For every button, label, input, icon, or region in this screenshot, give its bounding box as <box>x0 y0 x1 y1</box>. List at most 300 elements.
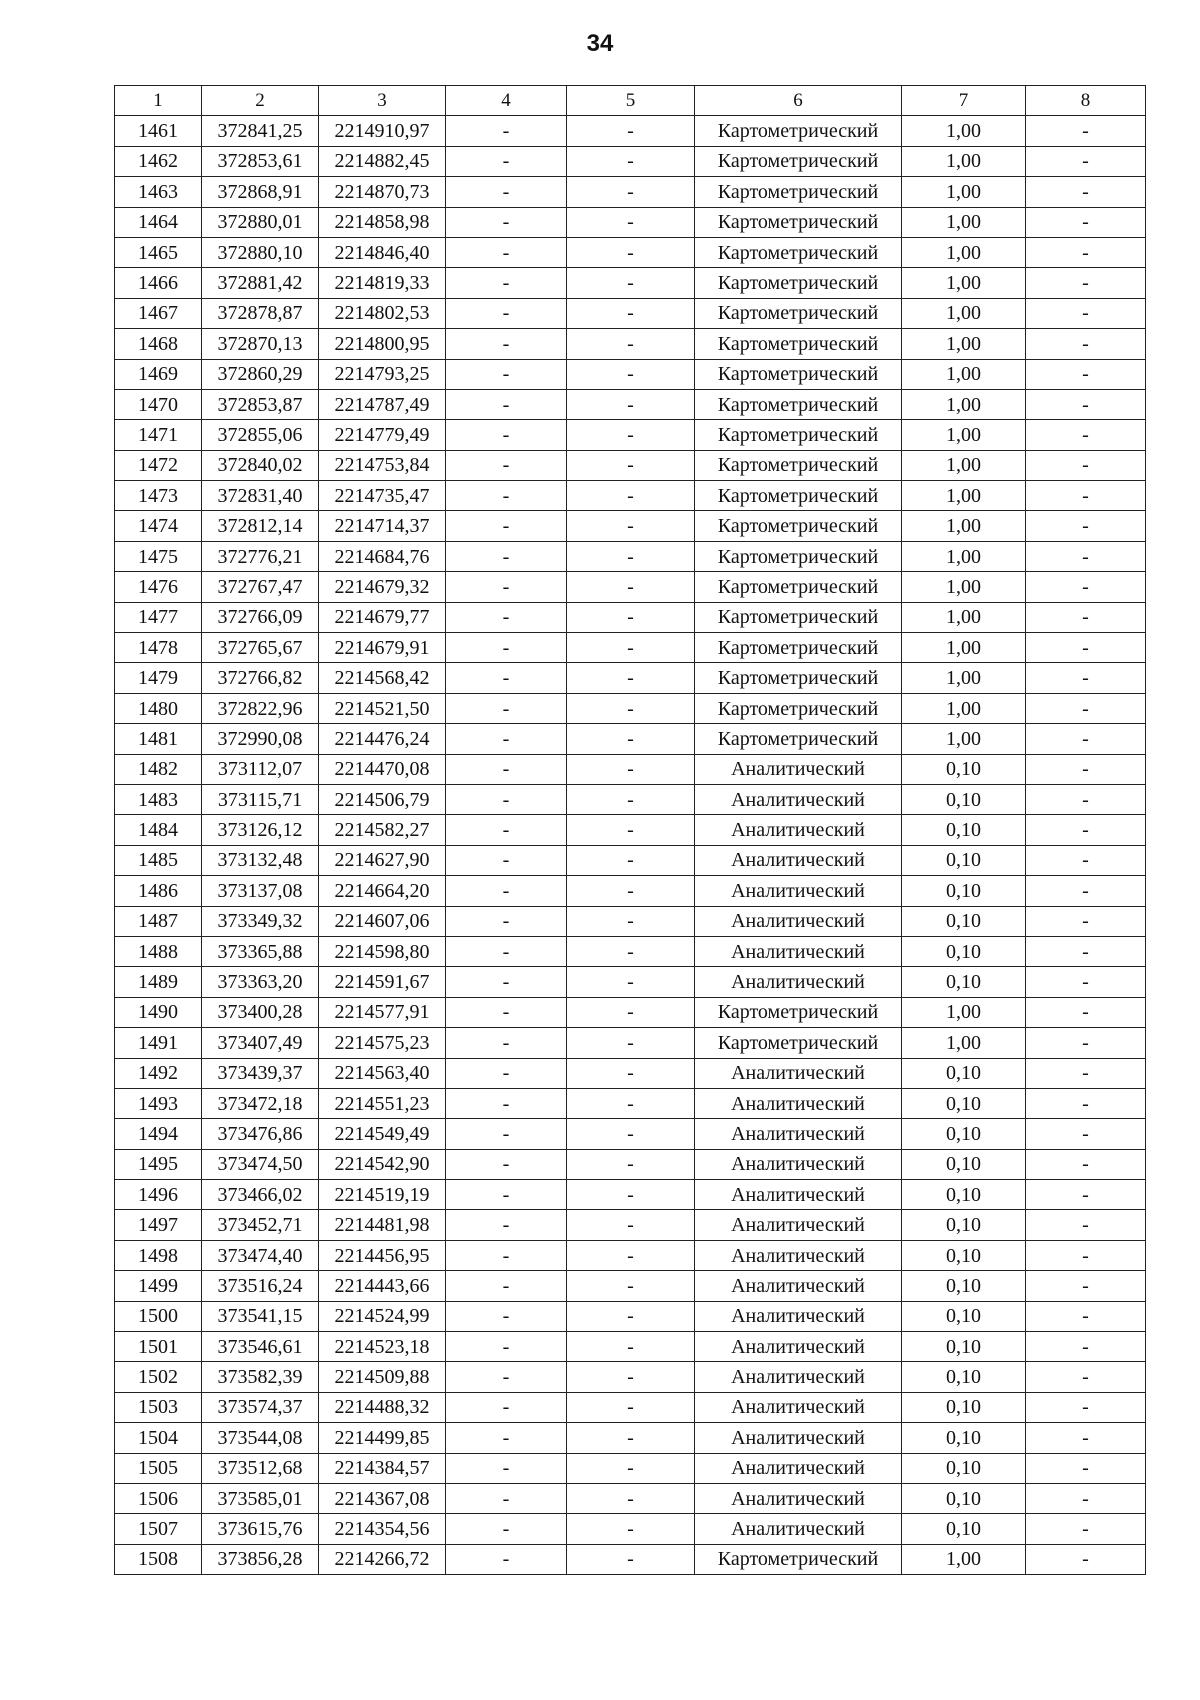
col8-cell: - <box>1026 784 1146 814</box>
y-coordinate-cell: 2214456,95 <box>319 1240 446 1270</box>
col5-cell: - <box>567 1028 695 1058</box>
accuracy-cell: 0,10 <box>902 1301 1026 1331</box>
col4-cell: - <box>446 359 567 389</box>
col8-cell: - <box>1026 876 1146 906</box>
col4-cell: - <box>446 511 567 541</box>
table-row <box>115 724 1146 754</box>
point-number-cell: 1488 <box>115 936 202 966</box>
y-coordinate-cell: 2214735,47 <box>319 481 446 511</box>
col8-cell: - <box>1026 298 1146 328</box>
accuracy-cell: 1,00 <box>902 602 1026 632</box>
col5-cell: - <box>567 602 695 632</box>
y-coordinate-cell: 2214779,49 <box>319 420 446 450</box>
col5-cell: - <box>567 1301 695 1331</box>
col4-cell: - <box>446 1544 567 1574</box>
col8-cell: - <box>1026 663 1146 693</box>
column-header: 3 <box>319 86 446 116</box>
accuracy-cell: 1,00 <box>902 997 1026 1027</box>
point-number-cell: 1469 <box>115 359 202 389</box>
col4-cell: - <box>446 1362 567 1392</box>
col5-cell: - <box>567 1180 695 1210</box>
x-coordinate-cell: 373582,39 <box>202 1362 319 1392</box>
x-coordinate-cell: 372776,21 <box>202 541 319 571</box>
col4-cell: - <box>446 541 567 571</box>
col4-cell: - <box>446 1453 567 1483</box>
point-number-cell: 1508 <box>115 1544 202 1574</box>
col5-cell: - <box>567 481 695 511</box>
col8-cell: - <box>1026 845 1146 875</box>
y-coordinate-cell: 2214679,77 <box>319 602 446 632</box>
method-cell: Аналитический <box>695 1423 902 1453</box>
method-cell: Картометрический <box>695 633 902 663</box>
col8-cell: - <box>1026 541 1146 571</box>
col5-cell: - <box>567 1210 695 1240</box>
col8-cell: - <box>1026 389 1146 419</box>
y-coordinate-cell: 2214575,23 <box>319 1028 446 1058</box>
accuracy-cell: 0,10 <box>902 815 1026 845</box>
col4-cell: - <box>446 1240 567 1270</box>
col5-cell: - <box>567 693 695 723</box>
col5-cell: - <box>567 450 695 480</box>
point-number-cell: 1486 <box>115 876 202 906</box>
y-coordinate-cell: 2214523,18 <box>319 1332 446 1362</box>
col8-cell: - <box>1026 237 1146 267</box>
col8-cell: - <box>1026 997 1146 1027</box>
table-row <box>115 784 1146 814</box>
column-header: 5 <box>567 86 695 116</box>
table-row <box>115 815 1146 845</box>
accuracy-cell: 0,10 <box>902 1210 1026 1240</box>
column-header: 4 <box>446 86 567 116</box>
x-coordinate-cell: 373132,48 <box>202 845 319 875</box>
y-coordinate-cell: 2214470,08 <box>319 754 446 784</box>
point-number-cell: 1493 <box>115 1088 202 1118</box>
col5-cell: - <box>567 724 695 754</box>
col4-cell: - <box>446 389 567 419</box>
point-number-cell: 1474 <box>115 511 202 541</box>
x-coordinate-cell: 373115,71 <box>202 784 319 814</box>
col4-cell: - <box>446 450 567 480</box>
col4-cell: - <box>446 1483 567 1513</box>
method-cell: Картометрический <box>695 724 902 754</box>
method-cell: Картометрический <box>695 450 902 480</box>
y-coordinate-cell: 2214509,88 <box>319 1362 446 1392</box>
col8-cell: - <box>1026 602 1146 632</box>
table-row <box>115 1028 1146 1058</box>
col5-cell: - <box>567 1362 695 1392</box>
col8-cell: - <box>1026 1210 1146 1240</box>
accuracy-cell: 1,00 <box>902 1544 1026 1574</box>
col4-cell: - <box>446 815 567 845</box>
table-row <box>115 906 1146 936</box>
accuracy-cell: 0,10 <box>902 936 1026 966</box>
point-number-cell: 1482 <box>115 754 202 784</box>
col4-cell: - <box>446 967 567 997</box>
col4-cell: - <box>446 1271 567 1301</box>
point-number-cell: 1497 <box>115 1210 202 1240</box>
col4-cell: - <box>446 1514 567 1544</box>
accuracy-cell: 1,00 <box>902 420 1026 450</box>
col8-cell: - <box>1026 177 1146 207</box>
accuracy-cell: 0,10 <box>902 1362 1026 1392</box>
x-coordinate-cell: 372812,14 <box>202 511 319 541</box>
table-row <box>115 1362 1146 1392</box>
accuracy-cell: 1,00 <box>902 663 1026 693</box>
x-coordinate-cell: 372878,87 <box>202 298 319 328</box>
col4-cell: - <box>446 237 567 267</box>
col5-cell: - <box>567 663 695 693</box>
point-number-cell: 1475 <box>115 541 202 571</box>
x-coordinate-cell: 372853,87 <box>202 389 319 419</box>
column-header: 8 <box>1026 86 1146 116</box>
point-number-cell: 1502 <box>115 1362 202 1392</box>
y-coordinate-cell: 2214499,85 <box>319 1423 446 1453</box>
y-coordinate-cell: 2214443,66 <box>319 1271 446 1301</box>
col8-cell: - <box>1026 268 1146 298</box>
method-cell: Аналитический <box>695 1301 902 1331</box>
table-row <box>115 1271 1146 1301</box>
table-row <box>115 481 1146 511</box>
y-coordinate-cell: 2214519,19 <box>319 1180 446 1210</box>
table-row <box>115 1119 1146 1149</box>
col8-cell: - <box>1026 481 1146 511</box>
col4-cell: - <box>446 633 567 663</box>
col5-cell: - <box>567 1544 695 1574</box>
col4-cell: - <box>446 997 567 1027</box>
method-cell: Аналитический <box>695 1362 902 1392</box>
x-coordinate-cell: 373474,40 <box>202 1240 319 1270</box>
table-row <box>115 146 1146 176</box>
method-cell: Картометрический <box>695 693 902 723</box>
y-coordinate-cell: 2214627,90 <box>319 845 446 875</box>
accuracy-cell: 1,00 <box>902 146 1026 176</box>
method-cell: Картометрический <box>695 420 902 450</box>
point-number-cell: 1464 <box>115 207 202 237</box>
col4-cell: - <box>446 1149 567 1179</box>
col8-cell: - <box>1026 1423 1146 1453</box>
y-coordinate-cell: 2214910,97 <box>319 116 446 146</box>
table-row <box>115 693 1146 723</box>
accuracy-cell: 0,10 <box>902 876 1026 906</box>
col5-cell: - <box>567 116 695 146</box>
x-coordinate-cell: 373472,18 <box>202 1088 319 1118</box>
point-number-cell: 1504 <box>115 1423 202 1453</box>
col8-cell: - <box>1026 329 1146 359</box>
table-row <box>115 389 1146 419</box>
table-row <box>115 420 1146 450</box>
method-cell: Аналитический <box>695 815 902 845</box>
table-row <box>115 1453 1146 1483</box>
col4-cell: - <box>446 1210 567 1240</box>
point-number-cell: 1479 <box>115 663 202 693</box>
x-coordinate-cell: 372855,06 <box>202 420 319 450</box>
y-coordinate-cell: 2214577,91 <box>319 997 446 1027</box>
method-cell: Картометрический <box>695 237 902 267</box>
coordinates-table <box>114 85 1146 1575</box>
method-cell: Аналитический <box>695 1210 902 1240</box>
y-coordinate-cell: 2214481,98 <box>319 1210 446 1240</box>
accuracy-cell: 1,00 <box>902 450 1026 480</box>
col4-cell: - <box>446 1058 567 1088</box>
x-coordinate-cell: 372990,08 <box>202 724 319 754</box>
x-coordinate-cell: 373439,37 <box>202 1058 319 1088</box>
accuracy-cell: 0,10 <box>902 754 1026 784</box>
col8-cell: - <box>1026 116 1146 146</box>
y-coordinate-cell: 2214367,08 <box>319 1483 446 1513</box>
x-coordinate-cell: 373363,20 <box>202 967 319 997</box>
y-coordinate-cell: 2214679,91 <box>319 633 446 663</box>
table-row <box>115 845 1146 875</box>
point-number-cell: 1496 <box>115 1180 202 1210</box>
col4-cell: - <box>446 602 567 632</box>
x-coordinate-cell: 373474,50 <box>202 1149 319 1179</box>
col8-cell: - <box>1026 967 1146 997</box>
accuracy-cell: 1,00 <box>902 572 1026 602</box>
point-number-cell: 1490 <box>115 997 202 1027</box>
col5-cell: - <box>567 1088 695 1118</box>
point-number-cell: 1495 <box>115 1149 202 1179</box>
table-row <box>115 1544 1146 1574</box>
accuracy-cell: 0,10 <box>902 1332 1026 1362</box>
method-cell: Аналитический <box>695 784 902 814</box>
col5-cell: - <box>567 146 695 176</box>
y-coordinate-cell: 2214598,80 <box>319 936 446 966</box>
method-cell: Картометрический <box>695 116 902 146</box>
x-coordinate-cell: 372881,42 <box>202 268 319 298</box>
table-row <box>115 967 1146 997</box>
table-row <box>115 572 1146 602</box>
col5-cell: - <box>567 177 695 207</box>
table-header-row <box>115 86 1146 116</box>
x-coordinate-cell: 372765,67 <box>202 633 319 663</box>
point-number-cell: 1498 <box>115 1240 202 1270</box>
accuracy-cell: 1,00 <box>902 541 1026 571</box>
accuracy-cell: 0,10 <box>902 784 1026 814</box>
accuracy-cell: 1,00 <box>902 268 1026 298</box>
y-coordinate-cell: 2214476,24 <box>319 724 446 754</box>
col4-cell: - <box>446 1028 567 1058</box>
column-header: 1 <box>115 86 202 116</box>
col8-cell: - <box>1026 511 1146 541</box>
point-number-cell: 1463 <box>115 177 202 207</box>
accuracy-cell: 1,00 <box>902 177 1026 207</box>
accuracy-cell: 1,00 <box>902 481 1026 511</box>
x-coordinate-cell: 373585,01 <box>202 1483 319 1513</box>
x-coordinate-cell: 373476,86 <box>202 1119 319 1149</box>
table-row <box>115 329 1146 359</box>
point-number-cell: 1492 <box>115 1058 202 1088</box>
col4-cell: - <box>446 663 567 693</box>
col8-cell: - <box>1026 1271 1146 1301</box>
point-number-cell: 1506 <box>115 1483 202 1513</box>
accuracy-cell: 1,00 <box>902 633 1026 663</box>
col8-cell: - <box>1026 1362 1146 1392</box>
method-cell: Аналитический <box>695 1149 902 1179</box>
table-row <box>115 663 1146 693</box>
col8-cell: - <box>1026 633 1146 663</box>
table-row <box>115 1483 1146 1513</box>
point-number-cell: 1461 <box>115 116 202 146</box>
accuracy-cell: 1,00 <box>902 116 1026 146</box>
y-coordinate-cell: 2214521,50 <box>319 693 446 723</box>
y-coordinate-cell: 2214664,20 <box>319 876 446 906</box>
point-number-cell: 1466 <box>115 268 202 298</box>
x-coordinate-cell: 373546,61 <box>202 1332 319 1362</box>
method-cell: Аналитический <box>695 1088 902 1118</box>
method-cell: Картометрический <box>695 268 902 298</box>
method-cell: Аналитический <box>695 906 902 936</box>
col5-cell: - <box>567 1423 695 1453</box>
table-row <box>115 1301 1146 1331</box>
col5-cell: - <box>567 1514 695 1544</box>
table-row <box>115 298 1146 328</box>
col5-cell: - <box>567 572 695 602</box>
method-cell: Картометрический <box>695 389 902 419</box>
x-coordinate-cell: 373544,08 <box>202 1423 319 1453</box>
col8-cell: - <box>1026 207 1146 237</box>
method-cell: Картометрический <box>695 663 902 693</box>
accuracy-cell: 0,10 <box>902 1180 1026 1210</box>
method-cell: Аналитический <box>695 876 902 906</box>
col4-cell: - <box>446 1332 567 1362</box>
col8-cell: - <box>1026 146 1146 176</box>
method-cell: Аналитический <box>695 1180 902 1210</box>
col5-cell: - <box>567 876 695 906</box>
method-cell: Аналитический <box>695 845 902 875</box>
col5-cell: - <box>567 389 695 419</box>
accuracy-cell: 0,10 <box>902 1483 1026 1513</box>
x-coordinate-cell: 373615,76 <box>202 1514 319 1544</box>
y-coordinate-cell: 2214524,99 <box>319 1301 446 1331</box>
y-coordinate-cell: 2214568,42 <box>319 663 446 693</box>
col5-cell: - <box>567 1149 695 1179</box>
table-row <box>115 1149 1146 1179</box>
x-coordinate-cell: 373541,15 <box>202 1301 319 1331</box>
y-coordinate-cell: 2214591,67 <box>319 967 446 997</box>
table-row <box>115 1423 1146 1453</box>
table-row <box>115 997 1146 1027</box>
x-coordinate-cell: 372767,47 <box>202 572 319 602</box>
x-coordinate-cell: 373365,88 <box>202 936 319 966</box>
x-coordinate-cell: 372860,29 <box>202 359 319 389</box>
col8-cell: - <box>1026 1514 1146 1544</box>
method-cell: Аналитический <box>695 1483 902 1513</box>
y-coordinate-cell: 2214679,32 <box>319 572 446 602</box>
col5-cell: - <box>567 329 695 359</box>
method-cell: Картометрический <box>695 511 902 541</box>
y-coordinate-cell: 2214882,45 <box>319 146 446 176</box>
col5-cell: - <box>567 511 695 541</box>
col4-cell: - <box>446 754 567 784</box>
x-coordinate-cell: 372853,61 <box>202 146 319 176</box>
col8-cell: - <box>1026 1028 1146 1058</box>
method-cell: Аналитический <box>695 1392 902 1422</box>
col5-cell: - <box>567 207 695 237</box>
table-row <box>115 1514 1146 1544</box>
x-coordinate-cell: 373137,08 <box>202 876 319 906</box>
table-row <box>115 876 1146 906</box>
method-cell: Картометрический <box>695 146 902 176</box>
y-coordinate-cell: 2214506,79 <box>319 784 446 814</box>
y-coordinate-cell: 2214607,06 <box>319 906 446 936</box>
point-number-cell: 1487 <box>115 906 202 936</box>
point-number-cell: 1481 <box>115 724 202 754</box>
accuracy-cell: 0,10 <box>902 1149 1026 1179</box>
col4-cell: - <box>446 177 567 207</box>
table-row <box>115 450 1146 480</box>
col5-cell: - <box>567 906 695 936</box>
method-cell: Картометрический <box>695 1028 902 1058</box>
method-cell: Картометрический <box>695 177 902 207</box>
col8-cell: - <box>1026 572 1146 602</box>
y-coordinate-cell: 2214787,49 <box>319 389 446 419</box>
col4-cell: - <box>446 1180 567 1210</box>
point-number-cell: 1476 <box>115 572 202 602</box>
x-coordinate-cell: 372870,13 <box>202 329 319 359</box>
method-cell: Картометрический <box>695 602 902 632</box>
point-number-cell: 1478 <box>115 633 202 663</box>
column-header: 7 <box>902 86 1026 116</box>
point-number-cell: 1465 <box>115 237 202 267</box>
y-coordinate-cell: 2214714,37 <box>319 511 446 541</box>
accuracy-cell: 0,10 <box>902 1240 1026 1270</box>
col8-cell: - <box>1026 1119 1146 1149</box>
x-coordinate-cell: 373349,32 <box>202 906 319 936</box>
column-header: 2 <box>202 86 319 116</box>
col5-cell: - <box>567 1271 695 1301</box>
col5-cell: - <box>567 1332 695 1362</box>
table-row <box>115 1240 1146 1270</box>
col5-cell: - <box>567 237 695 267</box>
col8-cell: - <box>1026 906 1146 936</box>
point-number-cell: 1462 <box>115 146 202 176</box>
x-coordinate-cell: 372831,40 <box>202 481 319 511</box>
method-cell: Аналитический <box>695 1453 902 1483</box>
col8-cell: - <box>1026 1088 1146 1118</box>
col5-cell: - <box>567 633 695 663</box>
method-cell: Аналитический <box>695 967 902 997</box>
point-number-cell: 1494 <box>115 1119 202 1149</box>
table-row <box>115 1332 1146 1362</box>
col5-cell: - <box>567 1240 695 1270</box>
column-header: 6 <box>695 86 902 116</box>
method-cell: Картометрический <box>695 572 902 602</box>
point-number-cell: 1505 <box>115 1453 202 1483</box>
method-cell: Аналитический <box>695 754 902 784</box>
table-row <box>115 1210 1146 1240</box>
col4-cell: - <box>446 146 567 176</box>
accuracy-cell: 1,00 <box>902 298 1026 328</box>
col8-cell: - <box>1026 1240 1146 1270</box>
col8-cell: - <box>1026 1392 1146 1422</box>
y-coordinate-cell: 2214802,53 <box>319 298 446 328</box>
col4-cell: - <box>446 298 567 328</box>
table-row <box>115 1180 1146 1210</box>
accuracy-cell: 1,00 <box>902 237 1026 267</box>
y-coordinate-cell: 2214488,32 <box>319 1392 446 1422</box>
col5-cell: - <box>567 845 695 875</box>
col4-cell: - <box>446 1423 567 1453</box>
table-row <box>115 541 1146 571</box>
col5-cell: - <box>567 1453 695 1483</box>
col8-cell: - <box>1026 1301 1146 1331</box>
method-cell: Аналитический <box>695 1058 902 1088</box>
col8-cell: - <box>1026 1544 1146 1574</box>
col5-cell: - <box>567 815 695 845</box>
col5-cell: - <box>567 1392 695 1422</box>
col8-cell: - <box>1026 420 1146 450</box>
y-coordinate-cell: 2214563,40 <box>319 1058 446 1088</box>
